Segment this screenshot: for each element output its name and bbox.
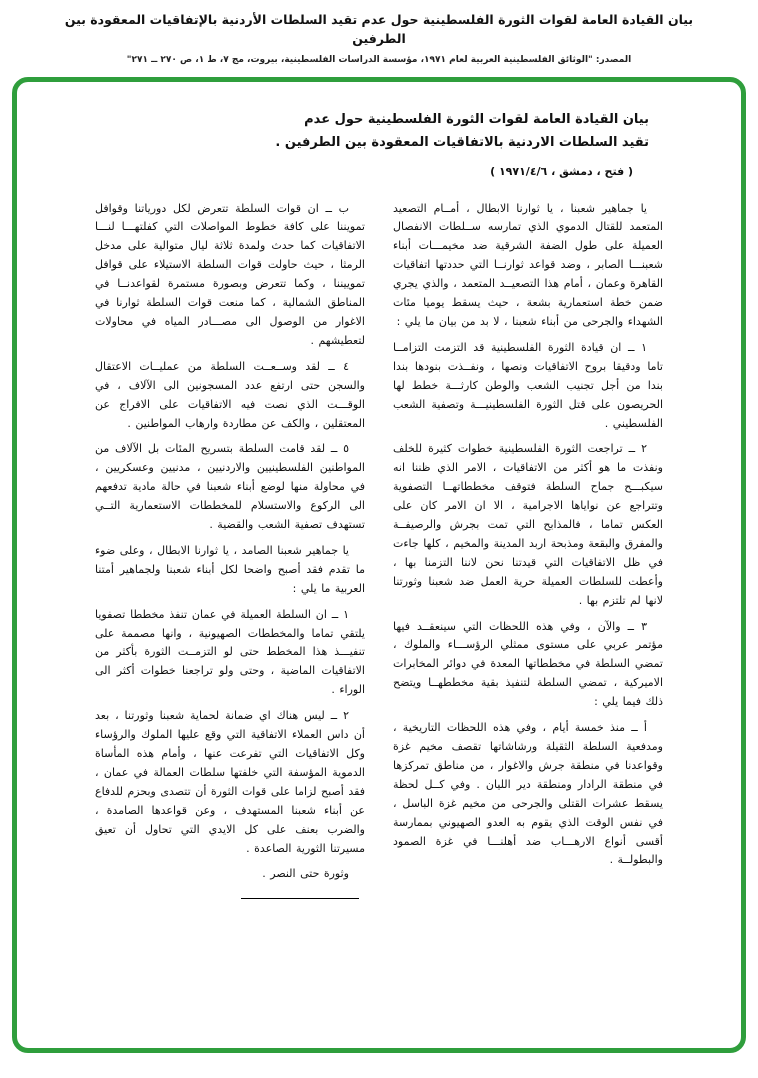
paragraph: وثورة حتى النصر . [262, 867, 349, 881]
paragraph: ٥ ــ لقد قامت السلطة بتسريح المئات بل الآلاف من المواطنين الفلسطينيين والاردنيين ، مدنيين وعسكريين ، في محاولة منها لوضع أبناء شعبنا في حالة مادية تدفعهم الى الركوع والاستسلام للمخططات الاستعمارية التــي تستهدف تصفية الشعب والقضية . [95, 442, 365, 532]
paragraph: ١ ــ ان السلطة العميلة في عمان تنفذ مخططا تصفويا يلتقي تماما والمخططات الصهيونية ، وانها مصممة على تنفيـــذ هذا المخطط حتى لو التزمــت الثورة بأكثر من الاتفاقيات الماضية ، وحتى ولو تراجعنا خطوات أكثر الى الوراء . [95, 607, 365, 697]
paragraph: أ ــ منذ خمسة أيام ، وفي هذه اللحظات التاريخية ، ومدفعية السلطة الثقيلة ورشاشاتها تقصف مخيم غزة وقواعدنا في منطقة جرش والاغوار ، من مناطق تمركزها في منطقة الرادار ومنطقة دير الليان . وفي كــل لحظة يسقط عشرات القتلى والجرحى من مخيم غزة الباسل ، في نفس الوقت الذي يقوم به العدو الصهيوني بممارسة أقسى أنواع الارهـــاب ضد أهلنـــا في غزة الصمود والبطولــة . [393, 721, 663, 867]
page-title: بيان القيادة العامة لقوات الثورة الفلسطينية حول عدم تقيد السلطات الأردنية بالإتفاقيات المعقودة بين الطرفين [64, 12, 694, 47]
document-frame [12, 77, 746, 1053]
document-title-line1: بيان القيادة العامة لقوات الثورة الفلسطينية حول عدم [304, 111, 649, 127]
paragraph: يا جماهير شعبنا الصامد ، يا ثوارنا الابطال ، وعلى ضوء ما تقدم فقد أصبح واضحا لكل أبناء شعبنا ولجماهير أمتنا العربية ما يلي : [95, 543, 365, 595]
paragraph: ٣ ــ والآن ، وفي هذه اللحظات التي سينعقــد فيها مؤتمر عربي على مستوى ممثلي الرؤســـاء والملوك ، تمضي السلطة في مخططاتها المعدة في دوائر المخابرات الاميركية ، تمضي السلطة لتنفيذ بقية مخططهــا ويتضح ذلك فيما يلي : [393, 619, 663, 709]
end-divider-line [241, 898, 359, 899]
column-left [95, 200, 365, 900]
paragraph: ١ ــ ان قيادة الثورة الفلسطينية قد التزمت التزامــا تاما ودقيقا بروح الاتفاقيات ونصها ، ونفــذت بنودها بندا بندا من أجل تجنيب الشعب والوطن كارثـــة خطط لها الحريصون على قتل الثورة الفلسطينيـــة وتصفية الشعب الفلسطيني . [393, 340, 663, 430]
document-title-line2: تقيد السلطات الاردنية بالاتفاقيات المعقودة بين الطرفين . [275, 135, 649, 151]
scanned-document [17, 82, 741, 1048]
paragraph: ٤ ــ لقد وســعــت السلطة من عمليــات الاعتقال والسجن حتى ارتفع عدد المسجونين الى الآلاف ، في الوقـــت الذي نصت فيه الاتفاقيات على الافراج عن المعتقلين ، والكف عن مطاردة وارهاب المواطنين . [95, 359, 365, 430]
document-dateline: ( فتح ، دمشق ، ١٩٧١/٤/٦ ) [490, 164, 633, 178]
document-title [95, 108, 649, 155]
page-header [0, 0, 758, 65]
text-columns [95, 200, 663, 900]
paragraph: ب ــ ان قوات السلطة تتعرض لكل دورياتنا وقوافل تمويننا على كافة خطوط المواصلات التي كفلتهـــا لنـــا الاتفاقيات كما حدث ولمدة ثلاثة ليال متوالية على مدخل الرمثا ، حيث حاولت قوات السلطة الاستيلاء على قوافل تموييننا ، وكما تتعرض وبصورة مستمرة لقواعدنــا في المناطق الشمالية ، كما منعت قوات السلطة ثوارنا في الاغوار من الوصول الى مصـــادر المياه في محاولات لتعطيشهم . [95, 201, 365, 347]
column-right [393, 200, 663, 900]
paragraph: ٢ ــ تراجعت الثورة الفلسطينية خطوات كثيرة للخلف ونفذت ما هو أكثر من الاتفاقيات ، الامر الذي ظننا انه سيكبـــح جماح السلطة فتوقف مخططاتهــا التصفوية وتتراجع عن نواياها الاجرامية ، الا ان الامر كان على العكس تماما ، فالمذابح التي تمت بجرش والرصيفــة والمفرق والبقعة ومذبحة اربد المدينة والمخيم ، كلها جاءت في ظل الاتفاقيات التي قيدتنا نحن لاننا التزمنا بها ، وأعطت للسلطات العميلة حرية العمل ضد شعبنا وثورتنا لانها لم تلتزم بها . [393, 442, 663, 607]
paragraph: ٢ ــ ليس هناك اي ضمانة لحماية شعبنا وثورتنا ، بعد أن داس العملاء الاتفاقية التي وقع عليها الملوك والرؤساء وكل الاتفاقيات التي تفرعت عنها ، وأمام هذه المأساة الدموية المؤسفة التي خلفتها سلطات العمالة في عمان ، فقد أصبح لزاما على قوات الثورة أن تتصدى وبحزم للدفاع عن أبناء شعبنا المستهدف ، وعن قواعدها الصامدة ، والضرب بعنف على كل الايدي التي تحاول أن تعيق مسيرتنا الثورية الصاعدة . [95, 709, 365, 855]
paragraph: يا جماهير شعبنا ، يا ثوارنا الابطال ، أمــام التصعيد المتعمد للقتال الدموي الذي تمارسه ســلطات الانفصال العميلة على طول الضفة الشرقية ضد مخيمـــات أبناء شعبنـــا الصابر ، وضد قواعد ثوارنــا التي حددتها اتفاقيات القاهرة وعمان ، أمام هذا التصعيــد المتعمد ، والذي يجري ضمن خطة استعمارية بشعة ، حيث يسقط يوميا مئات الشهداء والجرحى من أبناء شعبنا ، لا بد من بيان ما يلي : [393, 201, 663, 328]
source-citation: المصدر: "الوثائق الفلسطينية العربية لعام ١٩٧١، مؤسسة الدراسات الفلسطينية، بيروت، مج ٧، ط ١، ص ٢٧٠ ــ ٢٧١" [126, 54, 632, 65]
